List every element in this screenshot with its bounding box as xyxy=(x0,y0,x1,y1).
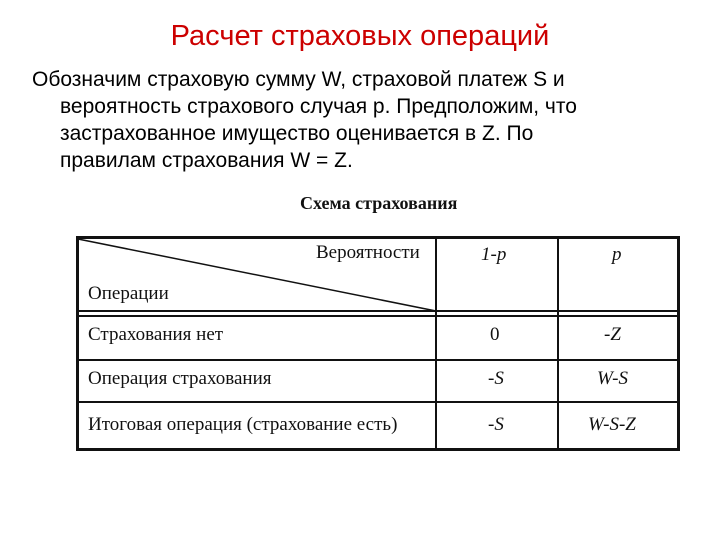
slide-title: Расчет страховых операций xyxy=(170,20,550,52)
paragraph-line: застрахованное имущество оценивается в Z. По xyxy=(60,122,534,145)
paragraph-line: правилам страхования W = Z. xyxy=(60,149,353,172)
header-operations: Операции xyxy=(88,283,169,304)
row-value-col1: -S xyxy=(488,414,504,435)
row-label: Страхования нет xyxy=(88,324,224,345)
paragraph-line: Обозначим страховую сумму W, страховой платеж S и xyxy=(32,68,565,91)
row-value-col1: -S xyxy=(488,368,504,389)
row-value-col2: W-S xyxy=(597,368,628,389)
header-col-p: p xyxy=(612,244,622,265)
row-value-col2: W-S-Z xyxy=(588,414,636,435)
table-caption: Схема страхования xyxy=(300,193,458,213)
row-label: Операция страхования xyxy=(88,368,272,389)
row-label: Итоговая операция (страхование есть) xyxy=(88,414,398,435)
row-value-col1: 0 xyxy=(490,324,500,345)
paragraph-line: вероятность страхового случая р. Предположим, что xyxy=(60,95,577,118)
insurance-scheme-table xyxy=(76,236,680,451)
intro-paragraph xyxy=(32,66,692,174)
header-probabilities: Вероятности xyxy=(316,242,420,263)
header-col-1-minus-p: 1-p xyxy=(481,244,507,265)
row-value-col2: -Z xyxy=(604,324,621,345)
